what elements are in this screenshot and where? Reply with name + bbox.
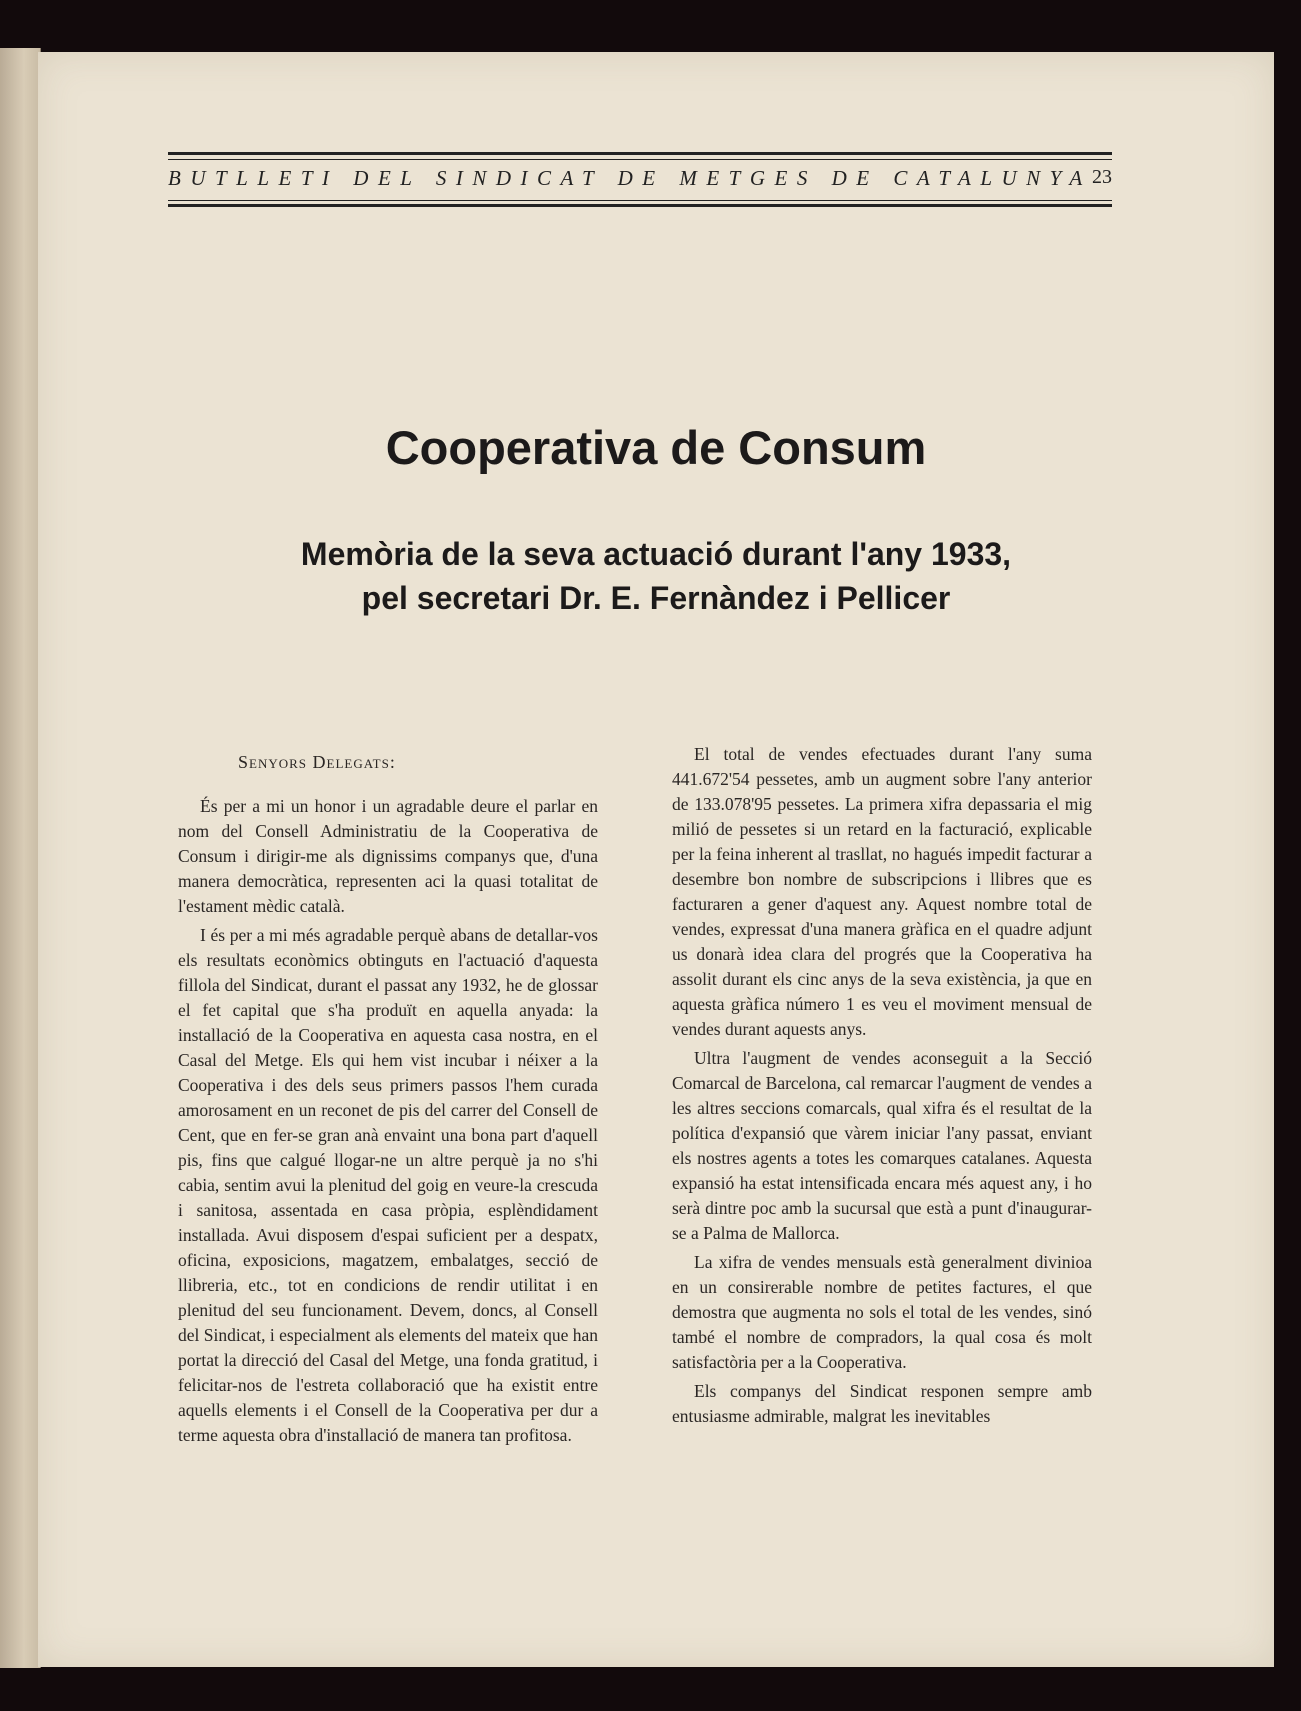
- paragraph: Ultra l'augment de vendes aconseguit a la Secció Comarcal de Barcelona, cal remarcar l'augment de vendes a les altres seccions comarcals, qual xifra és el resultat de la política d'expansió que vàrem iniciar l'any passat, enviant els nostres agents a totes les comarques catalanes. Aquesta expansió ha estat intensificada encara més aquest any, i ho serà dintre poc amb la sucursal que està a punt d'inaugurar-se a Palma de Mallorca.: [672, 1048, 1092, 1243]
- paragraph: És per a mi un honor i un agradable deure el parlar en nom del Consell Administratiu de la Cooperativa de Consum i dirigir-me als dignissims companys que, d'una manera democràtica, representen aci la quasi totalitat de l'estament mèdic català.: [178, 796, 598, 916]
- header-rule-top-thin: [168, 159, 1112, 160]
- right-column: [672, 742, 1092, 1433]
- salutation: Senyors Delegats:: [238, 752, 396, 772]
- paragraph: El total de vendes efectuades durant l'any suma 441.672'54 pessetes, amb un augment sobre l'any anterior de 133.078'95 pessetes. La primera xifra depassaria el mig milió de pessetes si un retard en la facturació, explicable per la feina inherent al trasllat, no hagués impedit facturar a desembre bon nombre de subscripcions i llibres que es facturaren a gener d'aquest any. Aquest nombre total de vendes, expressat d'una manera gràfica en el quadre adjunt us donarà idea clara del progrés que la Cooperativa ha assolit durant els cinc anys de la seva existència, ja que en aquesta gràfica número 1 es veu el moviment mensual de vendes durant aquests anys.: [672, 744, 1092, 1039]
- subtitle-line-1: Memòria de la seva actuació durant l'any 1933,: [300, 536, 1012, 572]
- paragraph: I és per a mi més agradable perquè abans de detallar-vos els resultats econòmics obtinguts en l'actuació d'aquesta fillola del Sindicat, durant el passat any 1932, he de glossar el fet capital que s'ha produït en aquella anyada: la installació de la Cooperativa en aquesta casa nostra, en el Casal del Metge. Els qui hem vist incubar i néixer a la Cooperativa i des dels seus primers passos l'hem curada amorosament en un reconet de pis del carrer del Consell de Cent, que en fer-se gran anà envaint una bona part d'aquell pis, fins que calgué llogar-ne un altre perquè ja no s'hi cabia, sentim avui la plenitud del goig en veure-la crescuda i sanitosa, assentada en casa pròpia, esplèndidament installada. Avui disposem d'espai suficient per a despatx, oficina, exposicions, magatzem, embalatges, secció de llibreria, etc., tot en condicions de rendir utilitat i en plenitud del seu funcionament. Devem, doncs, al Consell del Sindicat, i especialment als elements del mateix que han portat la direcció del Casal del Metge, una fonda gratitud, i felicitar-nos de l'estreta collaboració que ha existit entre aquells elements i el Consell de la Cooperativa per dur a terme aquesta obra d'installació de manera tan profitosa.: [178, 925, 598, 1445]
- left-column: [178, 794, 598, 1452]
- running-header: [168, 152, 1112, 210]
- header-rule-top: [168, 152, 1112, 155]
- document-page: [38, 52, 1274, 1667]
- previous-page-edge: [0, 48, 41, 1668]
- article-subtitle: [38, 532, 1274, 620]
- running-title: BUTLLETI DEL SINDICAT DE METGES DE CATALUNYA: [168, 166, 1092, 190]
- header-rule-bottom: [168, 204, 1112, 207]
- paragraph: La xifra de vendes mensuals està generalment divinioa en un consirerable nombre de petites factures, el que demostra que augmenta no sols el total de les vendes, sinó també el nombre de compradors, la qual cosa és molt satisfactòria per a la Cooperativa.: [672, 1252, 1092, 1372]
- header-rule-bottom-thin: [168, 200, 1112, 201]
- page-number: 23: [1092, 166, 1112, 188]
- paragraph: Els companys del Sindicat responen sempre amb entusiasme admirable, malgrat les inevitables: [672, 1381, 1092, 1426]
- article-title: Cooperativa de Consum: [385, 421, 927, 474]
- subtitle-line-2: pel secretari Dr. E. Fernàndez i Pellicer: [361, 580, 951, 616]
